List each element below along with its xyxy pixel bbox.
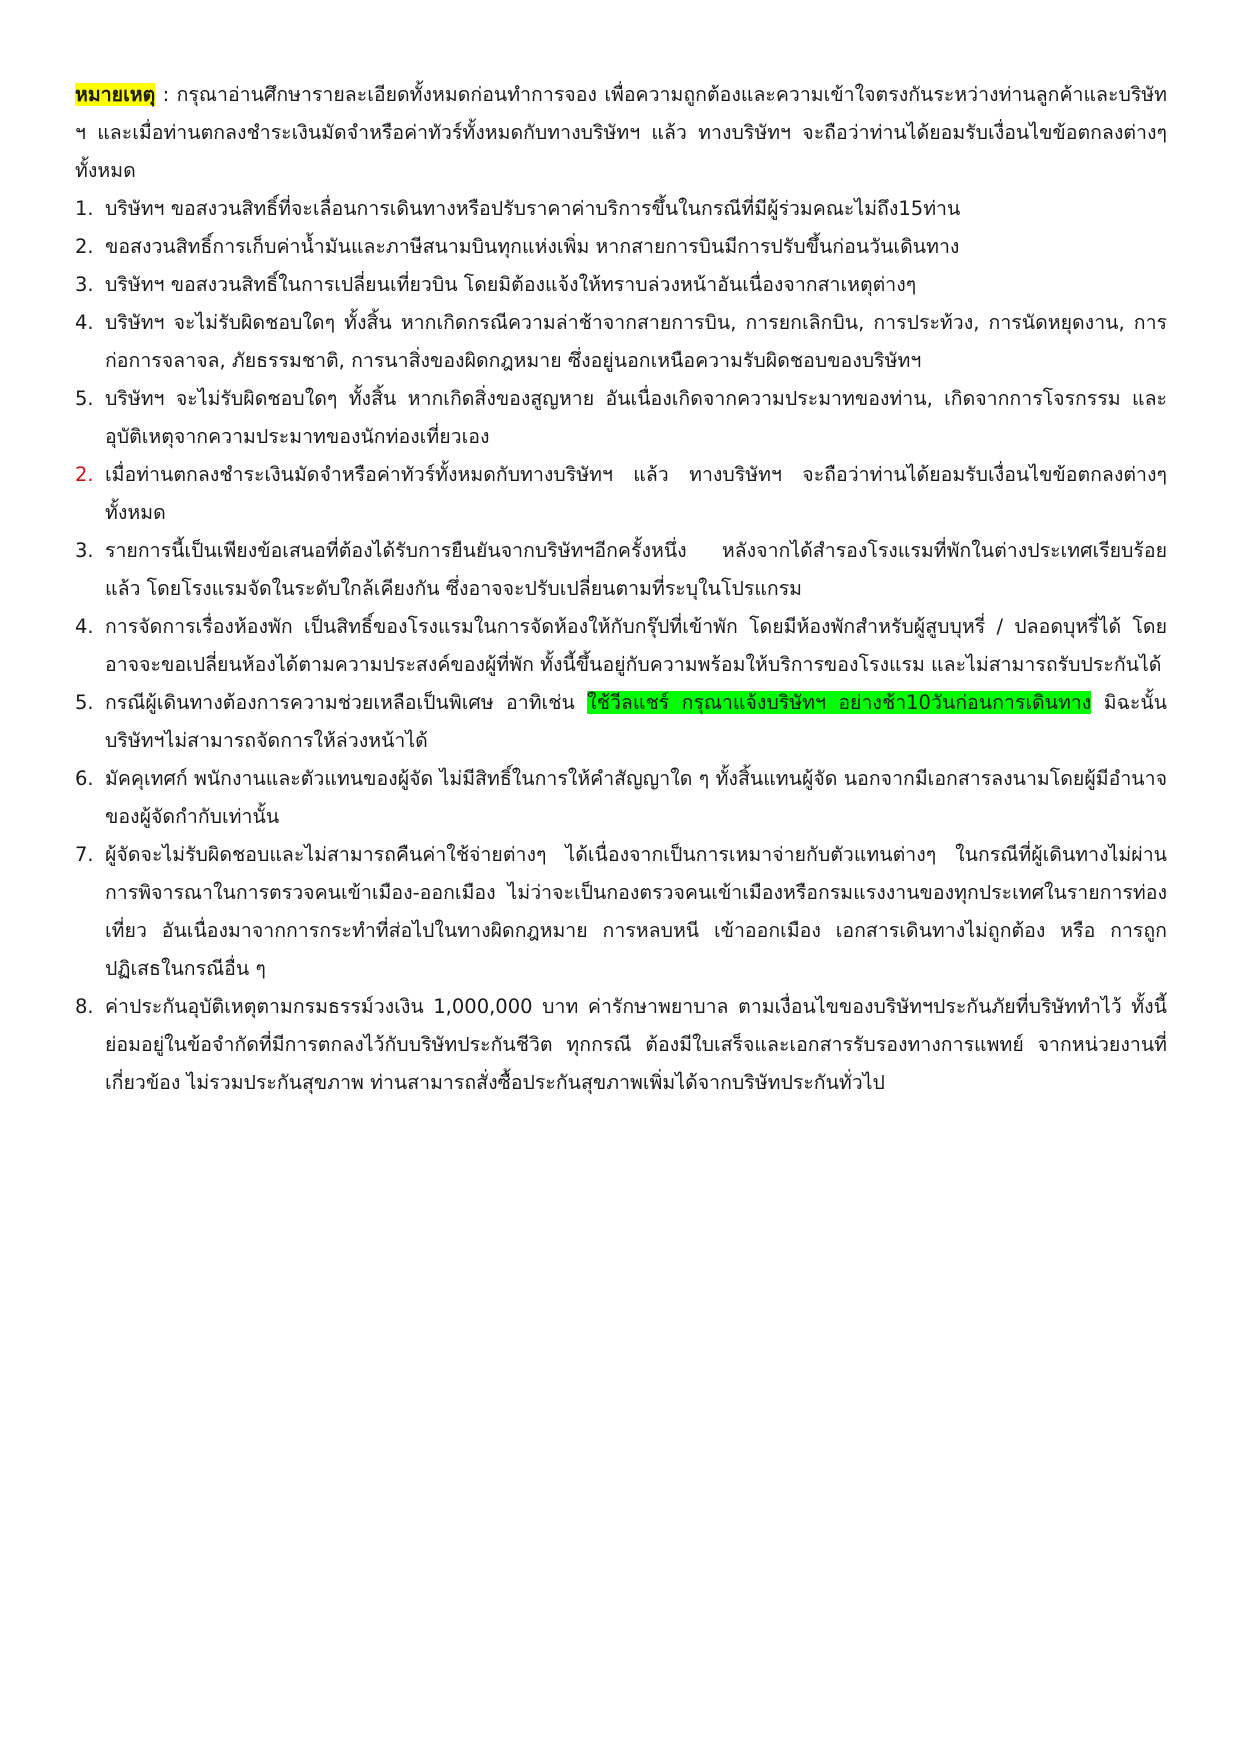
item-number: 1. xyxy=(75,197,94,220)
list-item xyxy=(75,988,1167,1102)
item-number: 3. xyxy=(75,273,94,296)
terms-document xyxy=(75,76,1167,1102)
item-text: บริษัทฯ ขอสงวนสิทธิ์ในการเปลี่ยนเที่ยวบิน โดยมิต้องแจ้งให้ทราบล่วงหน้าอันเนื่องจากสาเหตุต่างๆ xyxy=(105,273,917,296)
item-number: 5. xyxy=(75,691,94,714)
item-text-after: มิฉะนั้นบริษัทฯไม่สามารถจัดการให้ล่วงหน้าได้ xyxy=(105,691,1168,752)
item-number: 6. xyxy=(75,767,94,790)
item-text: รายการนี้เป็นเพียงข้อเสนอที่ต้องได้รับการยืนยันจากบริษัทฯอีกครั้งหนึ่ง หลังจากได้สำรองโรงแรมที่พักในต่างประเทศเรียบร้อยแล้ว โดยโรงแรมจัดในระดับใกล้เคียงกัน ซึ่งอาจจะปรับเปลี่ยนตามที่ระบุในโปรแกรม xyxy=(105,539,1167,600)
list-item xyxy=(75,760,1167,836)
list-item xyxy=(75,532,1167,608)
item-text: บริษัทฯ จะไม่รับผิดชอบใดๆ ทั้งสิ้น หากเกิดกรณีความล่าช้าจากสายการบิน, การยกเลิกบิน, การประท้วง, การนัดหยุดงาน, การก่อการจลาจล, ภัยธรรมชาติ, การนาสิ่งของผิดกฎหมาย ซึ่งอยู่นอกเหนือความรับผิดชอบของบริษัทฯ xyxy=(105,311,1167,372)
list-item xyxy=(75,836,1167,988)
item-text: ผู้จัดจะไม่รับผิดชอบและไม่สามารถคืนค่าใช้จ่ายต่างๆ ได้เนื่องจากเป็นการเหมาจ่ายกับตัวแทนต่างๆ ในกรณีที่ผู้เดินทางไม่ผ่านการพิจารณาในการตรวจคนเข้าเมือง-ออกเมือง ไม่ว่าจะเป็นกองตรวจคนเข้าเมืองหรือกรมแรงงานของทุกประเทศในรายการท่องเที่ยว อันเนื่องมาจากการกระทำที่ส่อไปในทางผิดกฎหมาย การหลบหนี เข้าออกเมือง เอกสารเดินทางไม่ถูกต้อง หรือ การถูกปฏิเสธในกรณีอื่น ๆ xyxy=(105,843,1167,980)
item-text: ขอสงวนสิทธิ์การเก็บค่าน้ำมันและภาษีสนามบินทุกแห่งเพิ่ม หากสายการบินมีการปรับขึ้นก่อนวันเดินทาง xyxy=(105,235,960,258)
list-item xyxy=(75,380,1167,456)
item-number: 5. xyxy=(75,387,94,410)
item-number: 2. xyxy=(75,235,94,258)
item-text: บริษัทฯ ขอสงวนสิทธิ์ที่จะเลื่อนการเดินทางหรือปรับราคาค่าบริการขึ้นในกรณีที่มีผู้ร่วมคณะไม่ถึง15ท่าน xyxy=(105,197,961,220)
note-separator: : xyxy=(155,83,177,106)
wheelchair-highlight: ใช้วีลแชร์ กรุณาแจ้งบริษัทฯ อย่างช้า10วันก่อนการเดินทาง xyxy=(587,691,1092,714)
terms-list xyxy=(75,190,1167,1102)
list-item xyxy=(75,190,1167,228)
item-number: 8. xyxy=(75,995,94,1018)
list-item xyxy=(75,456,1167,532)
note-paragraph xyxy=(75,76,1167,190)
item-text: ค่าประกันอุบัติเหตุตามกรมธรรม์วงเงิน 1,000,000 บาท ค่ารักษาพยาบาล ตามเงื่อนไขของบริษัทฯประกันภัยที่บริษัททำไว้ ทั้งนี้ย่อมอยู่ในข้อจำกัดที่มีการตกลงไว้กับบริษัทประกันชีวิต ทุกกรณี ต้องมีใบเสร็จและเอกสารรับรองทางการแพทย์ จากหน่วยงานที่เกี่ยวข้อง ไม่รวมประกันสุขภาพ ท่านสามารถสั่งซื้อประกันสุขภาพเพิ่มได้จากบริษัทประกันทั่วไป xyxy=(105,995,1167,1094)
item-number: 3. xyxy=(75,539,94,562)
list-item xyxy=(75,228,1167,266)
item-number: 4. xyxy=(75,311,94,334)
item-text: มัคคุเทศก์ พนักงานและตัวแทนของผู้จัด ไม่มีสิทธิ์ในการให้คำสัญญาใด ๆ ทั้งสิ้นแทนผู้จัด นอกจากมีเอกสารลงนามโดยผู้มีอำนาจของผู้จัดกำกับเท่านั้น xyxy=(105,767,1167,828)
item-text: บริษัทฯ จะไม่รับผิดชอบใดๆ ทั้งสิ้น หากเกิดสิ่งของสูญหาย อันเนื่องเกิดจากความประมาทของท่าน, เกิดจากการโจรกรรม และอุบัติเหตุจากความประมาทของนักท่องเที่ยวเอง xyxy=(105,387,1167,448)
list-item xyxy=(75,266,1167,304)
item-text-before: กรณีผู้เดินทางต้องการความช่วยเหลือเป็นพิเศษ อาทิเช่น xyxy=(105,691,588,714)
item-text: การจัดการเรื่องห้องพัก เป็นสิทธิ์ของโรงแรมในการจัดห้องให้กับกรุ๊ปที่เข้าพัก โดยมีห้องพักสำหรับผู้สูบบุหรี่ / ปลอดบุหรี่ได้ โดยอาจจะขอเปลี่ยนห้องได้ตามความประสงค์ของผู้ที่พัก ทั้งนี้ขึ้นอยู่กับความพร้อมให้บริการของโรงแรม และไม่สามารถรับประกันได้ xyxy=(105,615,1167,676)
item-number: 7. xyxy=(75,843,94,866)
item-number: 4. xyxy=(75,615,94,638)
list-item xyxy=(75,608,1167,684)
note-text: กรุณาอ่านศึกษารายละเอียดทั้งหมดก่อนทำการจอง เพื่อความถูกต้องและความเข้าใจตรงกันระหว่างท่านลูกค้าและบริษัท ฯ และเมื่อท่านตกลงชำระเงินมัดจำหรือค่าทัวร์ทั้งหมดกับทางบริษัทฯ แล้ว ทางบริษัทฯ จะถือว่าท่านได้ยอมรับเงื่อนไขข้อตกลงต่างๆ ทั้งหมด xyxy=(75,83,1168,182)
list-item xyxy=(75,684,1167,760)
item-text: เมื่อท่านตกลงชำระเงินมัดจำหรือค่าทัวร์ทั้งหมดกับทางบริษัทฯ แล้ว ทางบริษัทฯ จะถือว่าท่านได้ยอมรับเงื่อนไขข้อตกลงต่างๆ ทั้งหมด xyxy=(105,463,1167,524)
list-item xyxy=(75,304,1167,380)
note-label: หมายเหตุ xyxy=(75,83,156,106)
item-number-red: 2. xyxy=(75,463,94,486)
